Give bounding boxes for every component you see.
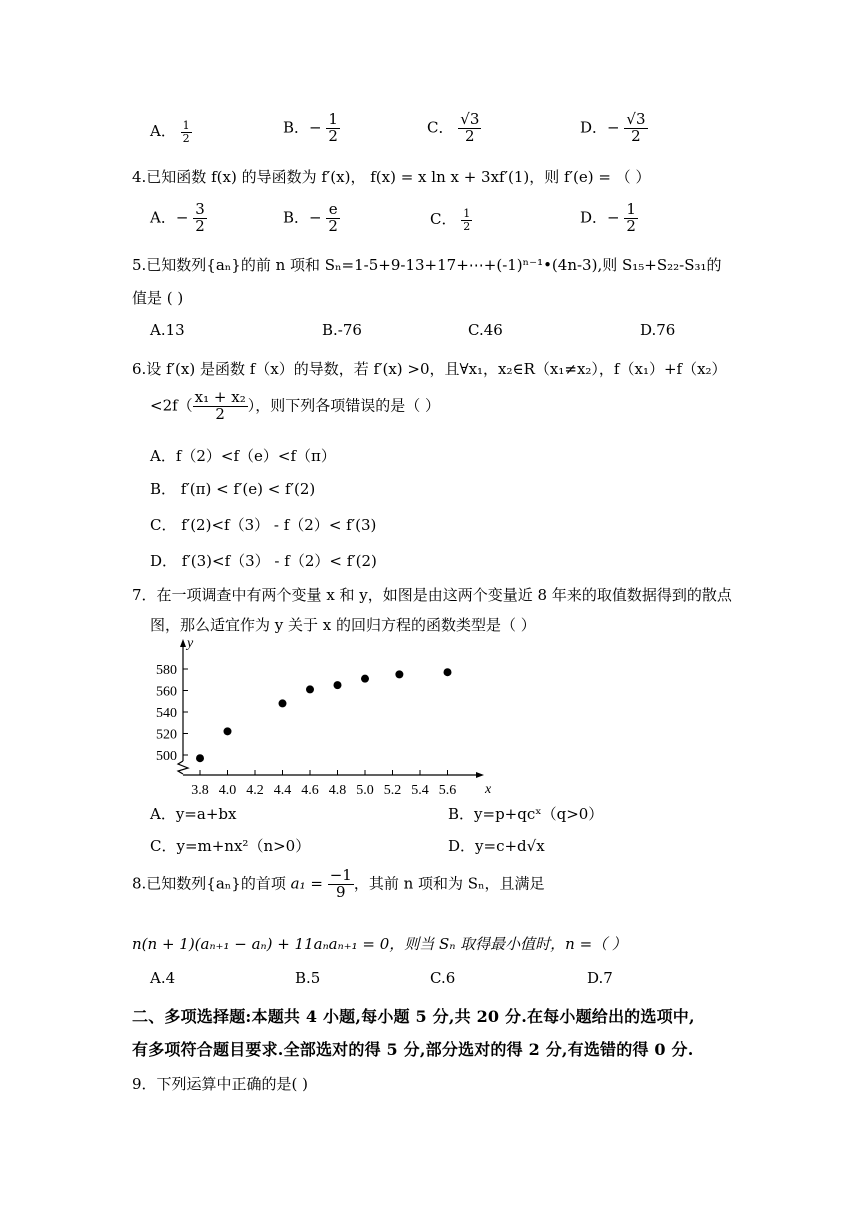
q5-option-a: A.13 [150,321,185,339]
q6-option-c: C． f′(2)<f（3） - f（2）< f′(3) [150,516,377,534]
x-tick-label: 5.6 [438,783,457,798]
q4-stem: 4.已知函数 f(x) 的导函数为 f′(x)， f(x) = x ln x + 3xf′(1)，则 f′(e) = （ ） [132,168,651,186]
fraction: $\frac{\text{x₁ + x₂}}{2}$ [194,388,246,423]
y-tick-label: 520 [156,727,177,743]
q8-option-d: D.7 [587,969,613,987]
fraction: $\frac{1}{2}$ [182,119,190,145]
fraction: $\frac{√3}{2}$ [460,110,480,145]
q6-option-a: A．f（2）<f（e）<f（π） [150,447,336,465]
q5-option-c: C.46 [468,321,503,339]
fraction: $\frac{1}{2}$ [626,200,636,235]
x-axis-arrow [476,772,484,778]
y-tick-label: 580 [156,663,177,678]
data-point [196,754,204,762]
x-tick-label: 5.4 [411,783,429,798]
q8-option-b: B.5 [295,969,321,987]
q7-option-c: C．y=m+nx²（n>0） [150,837,311,855]
data-point [395,670,403,678]
q3-option-d: D．− $\frac{√3}{2}$ [580,110,646,145]
y-tick-label: 560 [156,684,177,700]
q7-option-d: D．y=c+d√x [448,837,545,855]
y-axis-arrow [180,639,186,647]
q4-option-a: A．− $\frac{3}{2}$ [150,200,205,235]
x-axis-label: x [485,782,492,797]
q4-option-c: C． $\frac{1}{2}$ [430,207,471,233]
q6-option-b: B． f′(π) < f′(e) < f′(2) [150,480,316,498]
data-point [334,681,342,689]
fraction: $\frac{1}{2}$ [328,110,338,145]
q8-option-c: C.6 [430,969,456,987]
q7-stem-2: 图，那么适宜作为 y 关于 x 的回归方程的函数类型是（ ） [150,616,536,634]
q6-option-d: D． f′(3)<f（3） - f（2）< f′(2) [150,552,377,570]
section-heading: 二、多项选择题:本题共 4 小题,每小题 5 分,共 20 分.在每小题给出的选项中, [132,1007,695,1026]
scatter-chart [135,635,495,805]
x-tick-label: 5.0 [356,783,374,798]
q7-option-a: A．y=a+bx [150,805,237,823]
q7-stem: 7．在一项调查中有两个变量 x 和 y，如图是由这两个变量近 8 年来的取值数据得到的散点 [132,586,732,604]
q8-stem: 8.已知数列{aₙ}的首项 a₁ = $\frac{-1}{9}$ ，其前 n 项和为 Sₙ，且满足 [132,866,545,901]
q6-stem-2: <2f（ $\frac{\text{x₁ + x₂}}{2}$ ），则下列各项错误的是（ ） [150,388,441,423]
y-tick-label: 500 [156,749,177,764]
x-tick-label: 3.8 [191,783,209,798]
data-point [306,685,314,693]
data-point [224,727,232,735]
x-tick-label: 5.2 [383,783,402,798]
q3-option-b: B．− $\frac{1}{2}$ [283,110,338,145]
q9-stem: 9．下列运算中正确的是( ) [132,1075,309,1093]
x-tick-label: 4.0 [218,783,237,798]
q5-stem-2: 值是 ( ) [132,289,184,307]
fraction: $\frac{e}{2}$ [328,200,338,235]
q5-option-b: B.-76 [322,321,362,339]
data-point [444,668,452,676]
q4-option-d: D．− $\frac{1}{2}$ [580,200,636,235]
data-point [361,675,369,683]
section-heading-2: 有多项符合题目要求.全部选对的得 5 分,部分选对的得 2 分,有选错的得 0 分. [132,1040,694,1059]
q8-condition: n(n + 1)(aₙ₊₁ − aₙ) + 11aₙaₙ₊₁ = 0，则当 Sₙ 取得最小值时，n =（ ） [132,935,627,953]
x-tick-label: 4.8 [328,783,347,798]
data-point [279,699,287,707]
q4-option-b: B．− $\frac{e}{2}$ [283,200,338,235]
q6-stem: 6.设 f′(x) 是函数 f（x）的导数，若 f′(x) >0，且∀x₁，x₂∈R（x₁≠x₂），f（x₁）+f（x₂） [132,360,727,378]
q7-option-b: B．y=p+qcˣ（q>0） [448,805,604,823]
fraction: $\frac{-1}{9}$ [329,866,352,901]
fraction: $\frac{3}{2}$ [195,200,205,235]
q8-option-a: A.4 [150,969,176,987]
y-axis-break [178,761,188,774]
fraction: $\frac{1}{2}$ [463,207,471,233]
q3-option-a: A． $\frac{1}{2}$ [150,119,190,145]
y-axis-label: y [187,636,194,651]
q3-option-c: C． $\frac{√3}{2}$ [427,110,480,145]
y-tick-label: 540 [156,706,177,721]
q5-stem: 5.已知数列{aₙ}的前 n 项和 Sₙ=1-5+9-13+17+⋯+(-1)ⁿ⁻¹•(4n-3),则 S₁₅+S₂₂-S₃₁的 [132,256,722,274]
q5-option-d: D.76 [640,321,676,339]
x-tick-label: 4.6 [301,783,319,798]
fraction: $\frac{√3}{2}$ [626,110,646,145]
x-tick-label: 4.2 [246,783,264,798]
x-tick-label: 4.4 [273,783,292,798]
